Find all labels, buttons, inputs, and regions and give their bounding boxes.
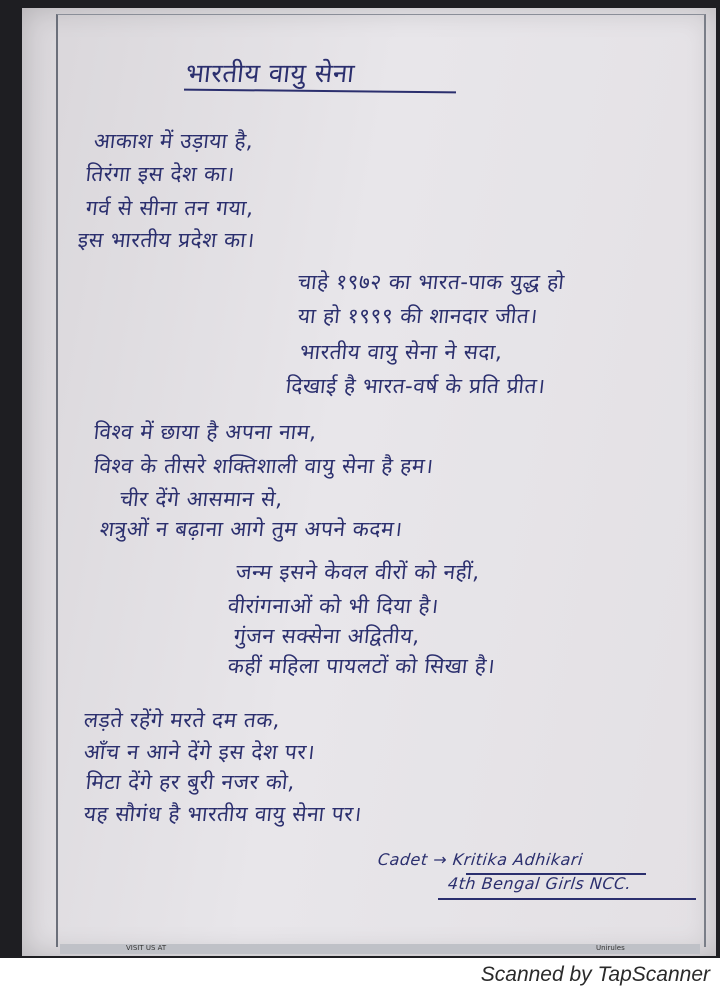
signature-underline-2: [438, 898, 696, 900]
stanza-4-line-1: जन्म इसने केवल वीरों को नहीं,: [234, 560, 482, 584]
stanza-5-line-2: आँच न आने देंगे इस देश पर।: [82, 740, 317, 764]
stanza-3-line-1: विश्व में छाया है अपना नाम,: [92, 420, 319, 444]
stanza-1-line-1: आकाश में उड़ाया है,: [92, 129, 255, 153]
signature-unit: 4th Bengal Girls NCC.: [447, 874, 633, 893]
stanza-5-line-3: मिटा देंगे हर बुरी नजर को,: [84, 770, 297, 794]
stanza-4-line-3: गुंजन सक्सेना अद्वितीय,: [232, 624, 422, 648]
stanza-1-line-3: गर्व से सीना तन गया,: [84, 196, 256, 220]
signature-cadet-name: Cadet → Kritika Adhikari: [377, 850, 584, 869]
stanza-3-line-3: चीर देंगे आसमान से,: [118, 487, 285, 511]
stanza-1-line-4: इस भारतीय प्रदेश का।: [76, 228, 257, 252]
stanza-5-line-1: लड़ते रहेंगे मरते दम तक,: [82, 708, 282, 732]
footer-right-text: Unirules: [596, 944, 625, 952]
stanza-2-line-4: दिखाई है भारत-वर्ष के प्रति प्रीत।: [284, 374, 547, 398]
poem-title: भारतीय वायु सेना: [184, 59, 357, 89]
stanza-3-line-2: विश्व के तीसरे शक्तिशाली वायु सेना है हम।: [92, 454, 435, 478]
stanza-2-line-1: चाहे १९७२ का भारत-पाक युद्ध हो: [296, 270, 566, 294]
stanza-4-line-2: वीरांगनाओं को भी दिया है।: [226, 594, 441, 618]
stanza-2-line-3: भारतीय वायु सेना ने सदा,: [298, 340, 505, 364]
stanza-1-line-2: तिरंगा इस देश का।: [84, 162, 237, 186]
stanza-2-line-2: या हो १९९९ की शानदार जीत।: [296, 304, 540, 328]
stanza-5-line-4: यह सौगंध है भारतीय वायु सेना पर।: [82, 802, 364, 826]
scanner-watermark: Scanned by TapScanner: [480, 963, 710, 986]
footer-left-text: VISIT US AT: [126, 944, 167, 952]
stanza-3-line-4: शत्रुओं न बढ़ाना आगे तुम अपने कदम।: [98, 517, 404, 541]
stanza-4-line-4: कहीं महिला पायलटों को सिखा है।: [226, 654, 497, 678]
